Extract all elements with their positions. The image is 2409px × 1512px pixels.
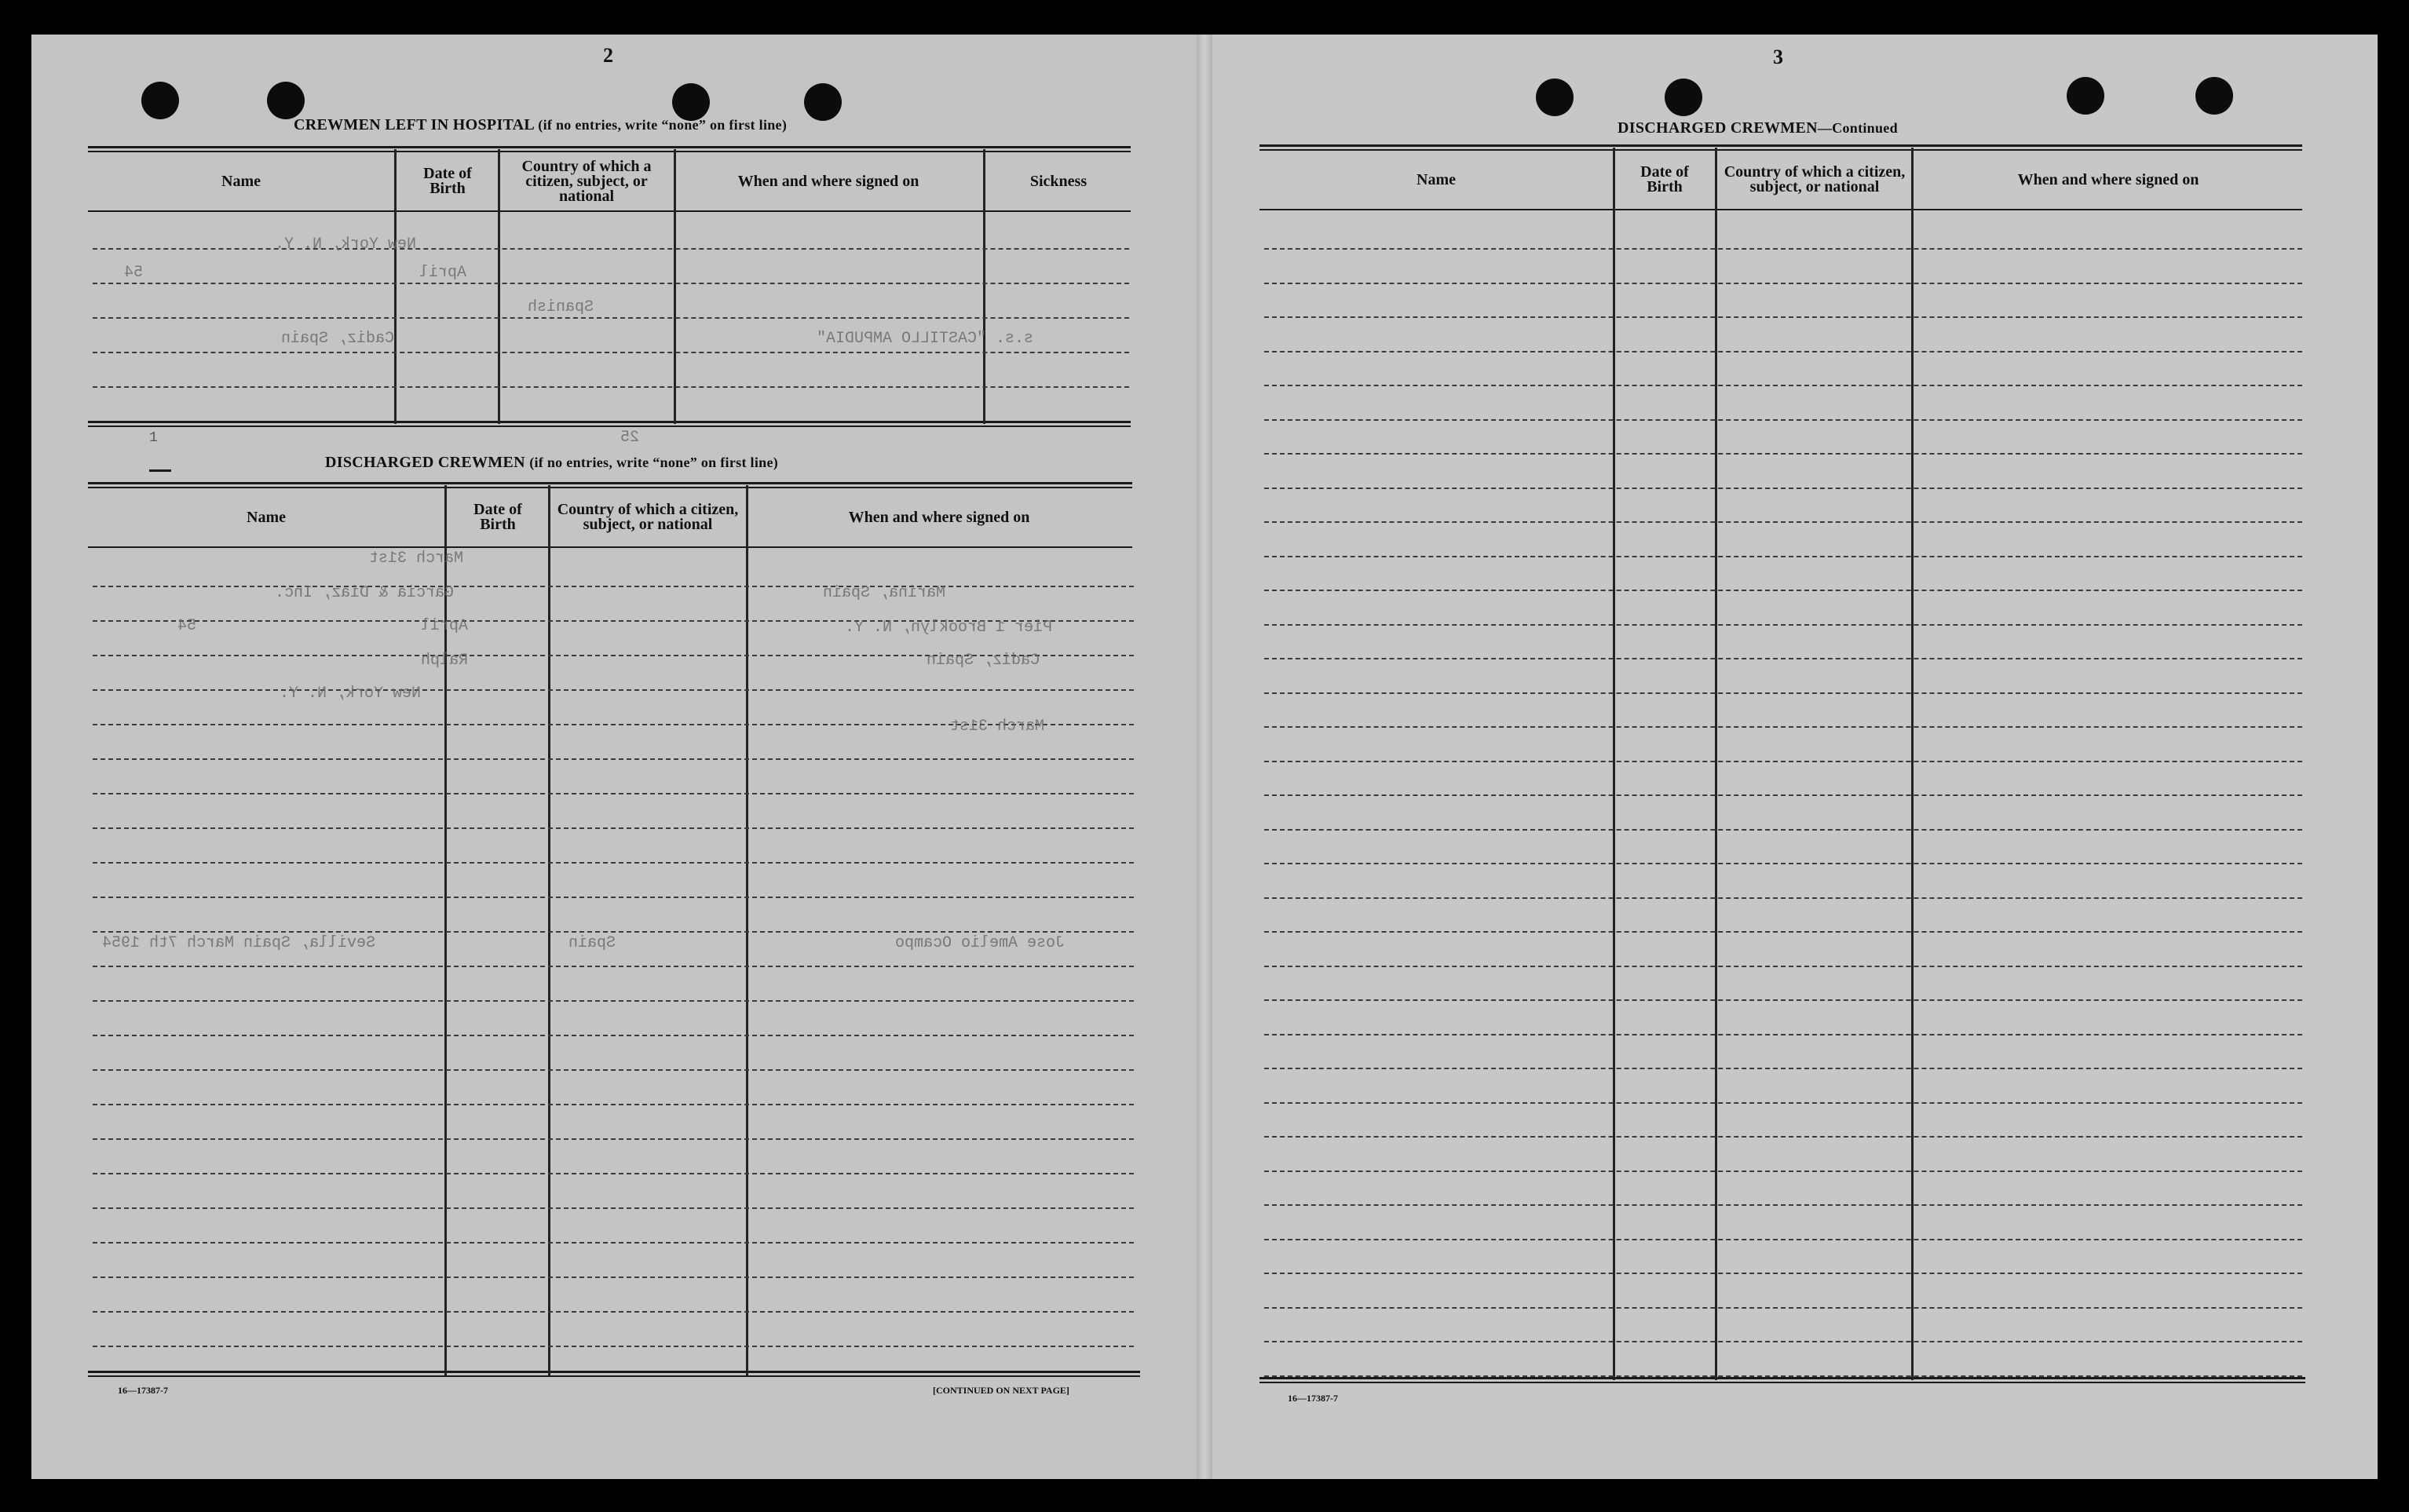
bleed-through-text: s.s. "CASTILLO AMPUDIA" [817,330,1034,348]
column-divider [1715,148,1717,1380]
column-divider [674,149,676,424]
bleed-through-text: April [421,617,469,635]
bleed-through-text: April [419,264,467,282]
header-signed-on: When and where signed on [848,508,1030,526]
punch-hole [2067,77,2104,115]
bleed-through-text: Marina, Spain [823,584,946,602]
table-bottom-rule [88,1375,1140,1377]
punch-hole [672,83,710,121]
bleed-through-text: Sevilla, Spain March 7th 1954 [102,934,376,952]
header-date-of-birth: Date of Birth [1640,163,1689,195]
entry-line [93,1311,1134,1313]
table-top-rule [1259,149,2302,151]
entry-line [1264,1068,2302,1069]
header-country: Country of which a citizen, subject, or national [557,501,739,533]
entry-line [1264,999,2302,1001]
entry-line [93,248,1129,250]
entry-line [1264,521,2302,523]
entry-line [93,1035,1134,1036]
column-divider [1613,148,1615,1380]
page-gutter [1197,35,1212,1479]
entry-line [93,1138,1134,1140]
table-bottom-rule [1259,1382,2305,1383]
punch-hole [267,82,305,119]
entry-line [1264,863,2302,864]
header-bottom-rule [88,546,1132,548]
entry-line [1264,590,2302,591]
bleed-through-text: 54 [124,264,144,282]
header-name: Name [1417,170,1456,188]
entry-line [1264,624,2302,626]
discharged-title-text: DISCHARGED CREWMEN [325,454,525,471]
entry-line [1264,931,2302,933]
header-country: Country of which a citizen, subject, or national [1724,163,1906,195]
discharged-title-note: (if no entries, write “none” on first line) [529,455,779,470]
bleed-through-text: March 31st [369,550,464,568]
entry-line [93,793,1134,794]
table-top-rule [88,151,1131,152]
page-number: 2 [603,44,613,67]
punch-hole [141,82,179,119]
discharged-section-title [325,454,778,472]
table-bottom-rule [88,425,1131,427]
bleed-through-text: Pier 1 Brooklyn, N. Y. [845,619,1053,637]
entry-line [1264,556,2302,557]
header-sickness: Sickness [1029,172,1088,190]
right-section-title [1618,119,1898,137]
left-page [31,35,1204,1479]
table-top-rule [88,146,1131,148]
header-signed-on: When and where signed on [2017,170,2199,188]
bleed-through-text: 54 [177,617,197,635]
entry-line [93,1000,1134,1002]
punch-hole [1536,79,1574,116]
entry-line [1264,453,2302,455]
entry-line [93,897,1134,898]
table-bottom-rule [88,1371,1140,1373]
entry-line [1264,1375,2302,1377]
entry-line [1264,1034,2302,1035]
entry-line [93,966,1134,967]
entry-line [93,931,1134,933]
entry-line [93,1207,1134,1209]
page-number: 3 [1773,46,1783,68]
right-title-text: DISCHARGED CREWMEN [1618,119,1818,137]
margin-mark: 1 [149,430,158,446]
header-date-of-birth: Date of Birth [473,501,522,533]
bleed-through-text: Cadiz, Spain [281,330,395,348]
right-title-suffix: —Continued [1817,120,1898,136]
entry-line [1264,283,2302,284]
bleed-through-text: Garcia & Diaz, Inc. [275,584,455,602]
entry-line [1264,385,2302,386]
entry-line [93,758,1134,760]
bleed-through-text: New York, N. Y. [280,685,422,703]
entry-line [93,386,1129,388]
continued-note: [CONTINUED ON NEXT PAGE] [933,1385,1069,1396]
entry-line [1264,794,2302,796]
entry-line [1264,658,2302,659]
form-number: 16—17387-7 [1288,1393,1338,1404]
entry-line [93,827,1134,829]
bleed-through-text: Spanish [528,298,594,316]
entry-line [1264,897,2302,899]
entry-line [1264,1239,2302,1240]
entry-line [93,1276,1134,1278]
entry-line [93,317,1129,319]
form-number: 16—17387-7 [118,1385,168,1396]
entry-line [93,1069,1134,1071]
header-date-of-birth: Date of Birth [423,165,472,197]
entry-line [1264,488,2302,489]
entry-line [1264,419,2302,421]
table-bottom-rule [88,421,1131,423]
entry-line [93,1173,1134,1174]
entry-line [1264,726,2302,728]
entry-line [1264,1171,2302,1172]
right-page [1204,35,2378,1479]
entry-line [1264,1204,2302,1206]
header-bottom-rule [88,210,1131,212]
column-divider [983,149,985,424]
entry-line [93,1242,1134,1244]
entry-line [93,862,1134,864]
header-signed-on: When and where signed on [737,172,919,190]
punch-hole [804,83,842,121]
entry-line [1264,829,2302,831]
punch-hole [2195,77,2233,115]
header-name: Name [221,172,261,190]
entry-line [1264,692,2302,694]
entry-line [1264,1136,2302,1138]
column-divider [498,149,500,424]
table-top-rule [1259,144,2302,147]
header-country: Country of which a citizen, subject, or national [521,157,652,205]
table-bottom-rule [1259,1377,2305,1379]
punch-hole [1665,79,1702,116]
entry-line [93,352,1129,353]
margin-dash [149,469,171,472]
entry-line [1264,1273,2302,1274]
entry-line [1264,351,2302,352]
entry-line [1264,1102,2302,1104]
entry-line [1264,316,2302,318]
column-divider [394,149,397,424]
hospital-title-note: (if no entries, write “none” on first line) [538,117,788,133]
entry-line [1264,966,2302,967]
entry-line [93,1346,1134,1347]
hospital-section-title [294,116,787,134]
entry-line [1264,248,2302,250]
bleed-through-text: New York, N. Y. [275,236,417,254]
header-name: Name [247,508,286,526]
bleed-through-text: Cadiz, Spain [927,652,1040,670]
entry-line [1264,1307,2302,1309]
bleed-through-text: Ralph [421,652,469,670]
entry-line [93,283,1129,284]
header-bottom-rule [1259,209,2302,210]
entry-line [1264,761,2302,762]
table-top-rule [88,482,1132,484]
entry-line [93,586,1134,587]
bleed-through-text: March 31st [950,718,1045,736]
entry-line [93,689,1134,691]
bleed-through-text: Spain [568,934,616,952]
entry-line [93,1104,1134,1105]
bleed-through-text: 25 [620,429,640,447]
entry-line [1264,1341,2302,1342]
bleed-through-text: Jose Amelio Ocampo [895,934,1066,952]
table-top-rule [88,487,1132,488]
hospital-title-text: CREWMEN LEFT IN HOSPITAL [294,116,534,133]
column-divider [1911,148,1914,1380]
